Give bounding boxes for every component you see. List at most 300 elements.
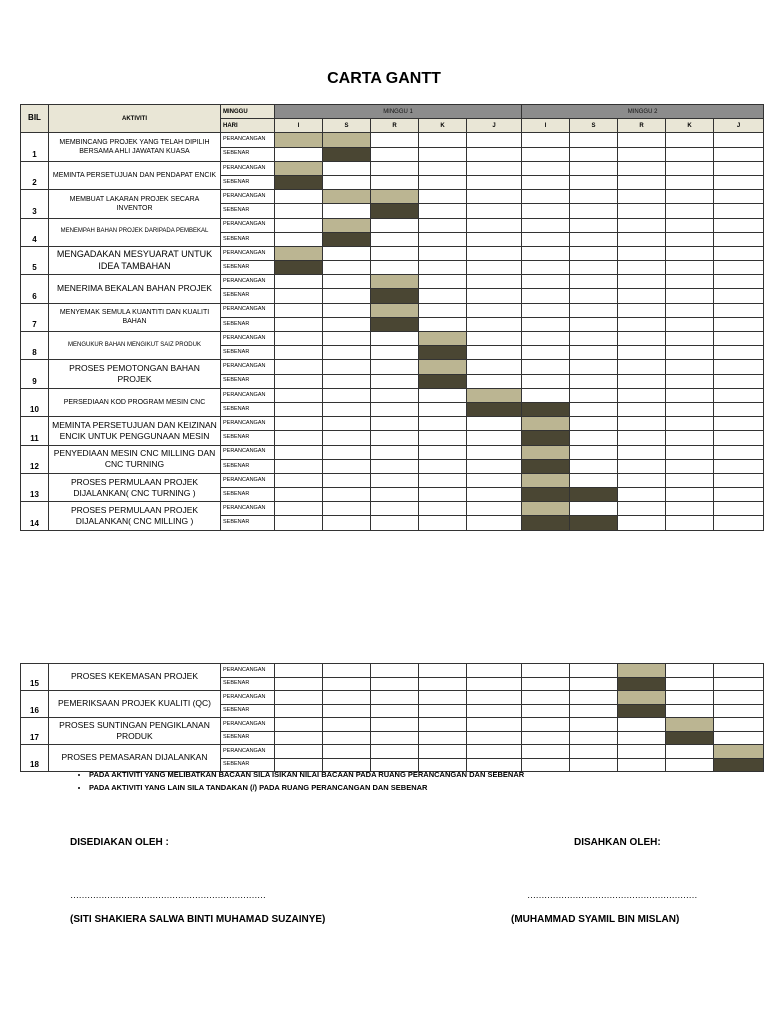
actual-day-cell[interactable] [467, 147, 522, 161]
actual-day-cell[interactable] [714, 175, 764, 189]
actual-day-cell[interactable] [419, 261, 467, 275]
plan-day-cell[interactable] [467, 332, 522, 346]
plan-day-cell[interactable] [323, 691, 371, 705]
actual-day-cell[interactable] [419, 704, 467, 718]
actual-day-cell[interactable] [323, 204, 371, 218]
actual-day-cell[interactable] [467, 317, 522, 331]
plan-day-cell[interactable] [570, 360, 618, 374]
actual-day-cell[interactable] [666, 459, 714, 473]
actual-day-cell[interactable] [419, 459, 467, 473]
plan-bar[interactable] [618, 691, 666, 705]
plan-day-cell[interactable] [419, 691, 467, 705]
actual-day-cell[interactable] [419, 516, 467, 530]
actual-bar[interactable] [323, 232, 371, 246]
plan-day-cell[interactable] [522, 718, 570, 732]
actual-day-cell[interactable] [714, 731, 764, 745]
actual-day-cell[interactable] [618, 374, 666, 388]
actual-day-cell[interactable] [371, 677, 419, 691]
actual-bar[interactable] [714, 758, 764, 772]
actual-day-cell[interactable] [419, 175, 467, 189]
actual-day-cell[interactable] [618, 731, 666, 745]
plan-day-cell[interactable] [522, 388, 570, 402]
plan-day-cell[interactable] [467, 745, 522, 759]
plan-day-cell[interactable] [714, 190, 764, 204]
actual-day-cell[interactable] [323, 289, 371, 303]
actual-day-cell[interactable] [522, 232, 570, 246]
plan-day-cell[interactable] [714, 718, 764, 732]
plan-day-cell[interactable] [419, 417, 467, 431]
actual-day-cell[interactable] [666, 232, 714, 246]
plan-day-cell[interactable] [467, 718, 522, 732]
actual-bar[interactable] [570, 488, 618, 502]
actual-day-cell[interactable] [618, 289, 666, 303]
plan-day-cell[interactable] [522, 275, 570, 289]
plan-day-cell[interactable] [714, 218, 764, 232]
actual-day-cell[interactable] [666, 175, 714, 189]
actual-day-cell[interactable] [618, 346, 666, 360]
actual-day-cell[interactable] [419, 677, 467, 691]
actual-day-cell[interactable] [570, 175, 618, 189]
actual-day-cell[interactable] [467, 677, 522, 691]
plan-bar[interactable] [275, 246, 323, 260]
actual-day-cell[interactable] [371, 516, 419, 530]
actual-day-cell[interactable] [522, 147, 570, 161]
actual-day-cell[interactable] [371, 147, 419, 161]
actual-day-cell[interactable] [467, 704, 522, 718]
plan-bar[interactable] [275, 161, 323, 175]
actual-day-cell[interactable] [371, 731, 419, 745]
plan-day-cell[interactable] [419, 275, 467, 289]
plan-day-cell[interactable] [371, 502, 419, 516]
actual-day-cell[interactable] [323, 317, 371, 331]
actual-bar[interactable] [570, 516, 618, 530]
plan-day-cell[interactable] [371, 161, 419, 175]
actual-day-cell[interactable] [323, 488, 371, 502]
plan-day-cell[interactable] [275, 718, 323, 732]
actual-day-cell[interactable] [522, 204, 570, 218]
actual-day-cell[interactable] [714, 459, 764, 473]
plan-day-cell[interactable] [371, 332, 419, 346]
actual-day-cell[interactable] [371, 175, 419, 189]
actual-day-cell[interactable] [371, 346, 419, 360]
actual-day-cell[interactable] [570, 346, 618, 360]
plan-day-cell[interactable] [323, 718, 371, 732]
actual-day-cell[interactable] [570, 204, 618, 218]
plan-day-cell[interactable] [467, 502, 522, 516]
actual-day-cell[interactable] [275, 289, 323, 303]
plan-day-cell[interactable] [275, 388, 323, 402]
actual-bar[interactable] [371, 317, 419, 331]
plan-bar[interactable] [419, 332, 467, 346]
plan-day-cell[interactable] [275, 218, 323, 232]
actual-day-cell[interactable] [522, 317, 570, 331]
plan-day-cell[interactable] [522, 691, 570, 705]
plan-day-cell[interactable] [323, 360, 371, 374]
actual-day-cell[interactable] [467, 346, 522, 360]
plan-day-cell[interactable] [419, 303, 467, 317]
actual-day-cell[interactable] [323, 402, 371, 416]
plan-day-cell[interactable] [570, 246, 618, 260]
plan-day-cell[interactable] [570, 691, 618, 705]
plan-day-cell[interactable] [467, 417, 522, 431]
actual-day-cell[interactable] [323, 731, 371, 745]
actual-bar[interactable] [618, 677, 666, 691]
plan-day-cell[interactable] [714, 473, 764, 487]
plan-day-cell[interactable] [275, 275, 323, 289]
plan-bar[interactable] [323, 133, 371, 147]
plan-day-cell[interactable] [570, 303, 618, 317]
plan-day-cell[interactable] [467, 360, 522, 374]
actual-bar[interactable] [618, 704, 666, 718]
plan-day-cell[interactable] [419, 745, 467, 759]
actual-day-cell[interactable] [570, 459, 618, 473]
plan-bar[interactable] [371, 190, 419, 204]
plan-day-cell[interactable] [570, 190, 618, 204]
plan-day-cell[interactable] [419, 218, 467, 232]
actual-day-cell[interactable] [618, 147, 666, 161]
actual-day-cell[interactable] [714, 204, 764, 218]
plan-day-cell[interactable] [570, 664, 618, 678]
plan-day-cell[interactable] [714, 691, 764, 705]
actual-day-cell[interactable] [275, 488, 323, 502]
plan-day-cell[interactable] [618, 190, 666, 204]
actual-day-cell[interactable] [275, 317, 323, 331]
plan-day-cell[interactable] [275, 417, 323, 431]
plan-day-cell[interactable] [467, 218, 522, 232]
plan-day-cell[interactable] [522, 161, 570, 175]
plan-day-cell[interactable] [666, 218, 714, 232]
plan-day-cell[interactable] [467, 275, 522, 289]
actual-day-cell[interactable] [467, 431, 522, 445]
plan-day-cell[interactable] [714, 664, 764, 678]
actual-day-cell[interactable] [570, 431, 618, 445]
plan-day-cell[interactable] [714, 502, 764, 516]
plan-day-cell[interactable] [275, 332, 323, 346]
plan-bar[interactable] [371, 303, 419, 317]
actual-day-cell[interactable] [275, 374, 323, 388]
plan-bar[interactable] [522, 417, 570, 431]
actual-day-cell[interactable] [666, 488, 714, 502]
plan-day-cell[interactable] [323, 417, 371, 431]
actual-day-cell[interactable] [666, 289, 714, 303]
plan-day-cell[interactable] [570, 718, 618, 732]
actual-day-cell[interactable] [323, 346, 371, 360]
actual-day-cell[interactable] [323, 374, 371, 388]
actual-day-cell[interactable] [467, 488, 522, 502]
actual-day-cell[interactable] [275, 232, 323, 246]
actual-day-cell[interactable] [618, 516, 666, 530]
actual-day-cell[interactable] [323, 431, 371, 445]
actual-bar[interactable] [323, 147, 371, 161]
actual-day-cell[interactable] [714, 488, 764, 502]
actual-day-cell[interactable] [666, 677, 714, 691]
plan-day-cell[interactable] [522, 133, 570, 147]
plan-day-cell[interactable] [618, 303, 666, 317]
actual-day-cell[interactable] [570, 289, 618, 303]
plan-day-cell[interactable] [570, 275, 618, 289]
actual-day-cell[interactable] [618, 204, 666, 218]
plan-day-cell[interactable] [666, 417, 714, 431]
plan-day-cell[interactable] [323, 275, 371, 289]
plan-day-cell[interactable] [323, 303, 371, 317]
plan-day-cell[interactable] [714, 445, 764, 459]
plan-day-cell[interactable] [467, 190, 522, 204]
actual-day-cell[interactable] [275, 731, 323, 745]
plan-day-cell[interactable] [275, 502, 323, 516]
actual-day-cell[interactable] [522, 175, 570, 189]
actual-day-cell[interactable] [570, 758, 618, 772]
plan-day-cell[interactable] [371, 691, 419, 705]
plan-day-cell[interactable] [467, 161, 522, 175]
actual-day-cell[interactable] [522, 704, 570, 718]
plan-day-cell[interactable] [323, 664, 371, 678]
plan-bar[interactable] [323, 218, 371, 232]
plan-day-cell[interactable] [522, 664, 570, 678]
actual-day-cell[interactable] [570, 147, 618, 161]
actual-day-cell[interactable] [618, 758, 666, 772]
plan-day-cell[interactable] [522, 332, 570, 346]
actual-day-cell[interactable] [371, 402, 419, 416]
actual-day-cell[interactable] [275, 459, 323, 473]
plan-day-cell[interactable] [419, 388, 467, 402]
plan-bar[interactable] [666, 718, 714, 732]
actual-day-cell[interactable] [371, 232, 419, 246]
plan-day-cell[interactable] [618, 275, 666, 289]
actual-bar[interactable] [522, 516, 570, 530]
actual-day-cell[interactable] [618, 175, 666, 189]
plan-day-cell[interactable] [275, 691, 323, 705]
actual-day-cell[interactable] [666, 147, 714, 161]
plan-day-cell[interactable] [570, 161, 618, 175]
actual-day-cell[interactable] [522, 374, 570, 388]
plan-day-cell[interactable] [419, 161, 467, 175]
actual-day-cell[interactable] [570, 374, 618, 388]
actual-day-cell[interactable] [323, 175, 371, 189]
actual-day-cell[interactable] [419, 488, 467, 502]
plan-day-cell[interactable] [666, 664, 714, 678]
plan-day-cell[interactable] [666, 190, 714, 204]
actual-day-cell[interactable] [323, 459, 371, 473]
actual-day-cell[interactable] [618, 459, 666, 473]
plan-day-cell[interactable] [618, 246, 666, 260]
actual-day-cell[interactable] [570, 232, 618, 246]
plan-day-cell[interactable] [323, 445, 371, 459]
actual-day-cell[interactable] [275, 704, 323, 718]
actual-day-cell[interactable] [666, 758, 714, 772]
actual-day-cell[interactable] [570, 677, 618, 691]
plan-day-cell[interactable] [666, 691, 714, 705]
actual-day-cell[interactable] [371, 261, 419, 275]
actual-bar[interactable] [419, 346, 467, 360]
actual-day-cell[interactable] [419, 431, 467, 445]
plan-bar[interactable] [467, 388, 522, 402]
actual-day-cell[interactable] [522, 731, 570, 745]
actual-day-cell[interactable] [275, 677, 323, 691]
plan-day-cell[interactable] [323, 473, 371, 487]
actual-day-cell[interactable] [467, 232, 522, 246]
plan-day-cell[interactable] [618, 473, 666, 487]
actual-day-cell[interactable] [419, 289, 467, 303]
plan-day-cell[interactable] [419, 502, 467, 516]
plan-day-cell[interactable] [666, 360, 714, 374]
plan-day-cell[interactable] [419, 133, 467, 147]
plan-day-cell[interactable] [666, 332, 714, 346]
plan-day-cell[interactable] [371, 360, 419, 374]
actual-day-cell[interactable] [467, 516, 522, 530]
actual-day-cell[interactable] [666, 261, 714, 275]
actual-day-cell[interactable] [275, 516, 323, 530]
plan-day-cell[interactable] [467, 691, 522, 705]
plan-day-cell[interactable] [522, 360, 570, 374]
plan-day-cell[interactable] [419, 190, 467, 204]
actual-day-cell[interactable] [467, 459, 522, 473]
plan-bar[interactable] [275, 133, 323, 147]
actual-day-cell[interactable] [371, 488, 419, 502]
actual-day-cell[interactable] [275, 346, 323, 360]
actual-day-cell[interactable] [371, 374, 419, 388]
actual-day-cell[interactable] [419, 402, 467, 416]
plan-day-cell[interactable] [467, 133, 522, 147]
plan-day-cell[interactable] [618, 445, 666, 459]
plan-day-cell[interactable] [618, 718, 666, 732]
plan-day-cell[interactable] [618, 360, 666, 374]
actual-day-cell[interactable] [618, 317, 666, 331]
plan-day-cell[interactable] [371, 745, 419, 759]
plan-day-cell[interactable] [522, 246, 570, 260]
plan-day-cell[interactable] [618, 133, 666, 147]
plan-day-cell[interactable] [275, 473, 323, 487]
plan-day-cell[interactable] [419, 246, 467, 260]
plan-day-cell[interactable] [371, 664, 419, 678]
plan-day-cell[interactable] [371, 417, 419, 431]
plan-day-cell[interactable] [618, 161, 666, 175]
plan-day-cell[interactable] [618, 417, 666, 431]
actual-day-cell[interactable] [522, 758, 570, 772]
plan-day-cell[interactable] [618, 218, 666, 232]
plan-day-cell[interactable] [666, 303, 714, 317]
plan-day-cell[interactable] [570, 388, 618, 402]
plan-day-cell[interactable] [275, 445, 323, 459]
actual-day-cell[interactable] [618, 431, 666, 445]
plan-day-cell[interactable] [714, 360, 764, 374]
actual-day-cell[interactable] [323, 261, 371, 275]
actual-day-cell[interactable] [714, 374, 764, 388]
plan-day-cell[interactable] [323, 332, 371, 346]
plan-day-cell[interactable] [275, 303, 323, 317]
actual-day-cell[interactable] [666, 374, 714, 388]
plan-bar[interactable] [323, 190, 371, 204]
actual-day-cell[interactable] [570, 317, 618, 331]
plan-day-cell[interactable] [522, 218, 570, 232]
plan-day-cell[interactable] [371, 473, 419, 487]
plan-day-cell[interactable] [522, 303, 570, 317]
actual-day-cell[interactable] [323, 677, 371, 691]
plan-day-cell[interactable] [371, 718, 419, 732]
actual-day-cell[interactable] [275, 402, 323, 416]
actual-day-cell[interactable] [714, 147, 764, 161]
plan-day-cell[interactable] [522, 745, 570, 759]
actual-day-cell[interactable] [666, 402, 714, 416]
actual-day-cell[interactable] [467, 374, 522, 388]
plan-day-cell[interactable] [323, 161, 371, 175]
actual-day-cell[interactable] [275, 147, 323, 161]
actual-day-cell[interactable] [371, 431, 419, 445]
plan-day-cell[interactable] [371, 218, 419, 232]
actual-bar[interactable] [275, 261, 323, 275]
plan-day-cell[interactable] [570, 133, 618, 147]
actual-day-cell[interactable] [522, 289, 570, 303]
actual-day-cell[interactable] [419, 232, 467, 246]
actual-day-cell[interactable] [275, 431, 323, 445]
plan-day-cell[interactable] [570, 218, 618, 232]
plan-day-cell[interactable] [666, 445, 714, 459]
plan-bar[interactable] [522, 445, 570, 459]
actual-day-cell[interactable] [467, 175, 522, 189]
actual-day-cell[interactable] [570, 731, 618, 745]
plan-bar[interactable] [371, 275, 419, 289]
actual-day-cell[interactable] [522, 261, 570, 275]
actual-day-cell[interactable] [666, 704, 714, 718]
plan-bar[interactable] [419, 360, 467, 374]
actual-day-cell[interactable] [570, 402, 618, 416]
plan-day-cell[interactable] [714, 246, 764, 260]
actual-day-cell[interactable] [666, 431, 714, 445]
plan-day-cell[interactable] [323, 388, 371, 402]
actual-day-cell[interactable] [666, 516, 714, 530]
actual-bar[interactable] [522, 402, 570, 416]
plan-day-cell[interactable] [666, 246, 714, 260]
plan-day-cell[interactable] [714, 388, 764, 402]
plan-day-cell[interactable] [419, 664, 467, 678]
plan-day-cell[interactable] [618, 388, 666, 402]
plan-day-cell[interactable] [467, 473, 522, 487]
plan-day-cell[interactable] [275, 360, 323, 374]
plan-day-cell[interactable] [570, 332, 618, 346]
plan-day-cell[interactable] [419, 473, 467, 487]
plan-day-cell[interactable] [467, 246, 522, 260]
plan-day-cell[interactable] [371, 388, 419, 402]
actual-day-cell[interactable] [714, 516, 764, 530]
plan-day-cell[interactable] [666, 133, 714, 147]
actual-day-cell[interactable] [714, 289, 764, 303]
plan-day-cell[interactable] [666, 275, 714, 289]
plan-day-cell[interactable] [618, 332, 666, 346]
actual-day-cell[interactable] [419, 204, 467, 218]
actual-day-cell[interactable] [570, 704, 618, 718]
plan-day-cell[interactable] [467, 445, 522, 459]
actual-bar[interactable] [666, 731, 714, 745]
plan-day-cell[interactable] [371, 246, 419, 260]
actual-bar[interactable] [419, 374, 467, 388]
plan-bar[interactable] [522, 502, 570, 516]
plan-day-cell[interactable] [275, 664, 323, 678]
actual-day-cell[interactable] [323, 516, 371, 530]
actual-day-cell[interactable] [371, 459, 419, 473]
plan-bar[interactable] [618, 664, 666, 678]
actual-bar[interactable] [522, 431, 570, 445]
actual-day-cell[interactable] [371, 704, 419, 718]
plan-day-cell[interactable] [714, 275, 764, 289]
actual-day-cell[interactable] [618, 402, 666, 416]
actual-bar[interactable] [522, 459, 570, 473]
plan-day-cell[interactable] [323, 745, 371, 759]
plan-day-cell[interactable] [714, 332, 764, 346]
plan-day-cell[interactable] [467, 303, 522, 317]
actual-day-cell[interactable] [714, 431, 764, 445]
actual-day-cell[interactable] [618, 488, 666, 502]
actual-day-cell[interactable] [522, 346, 570, 360]
plan-day-cell[interactable] [323, 246, 371, 260]
